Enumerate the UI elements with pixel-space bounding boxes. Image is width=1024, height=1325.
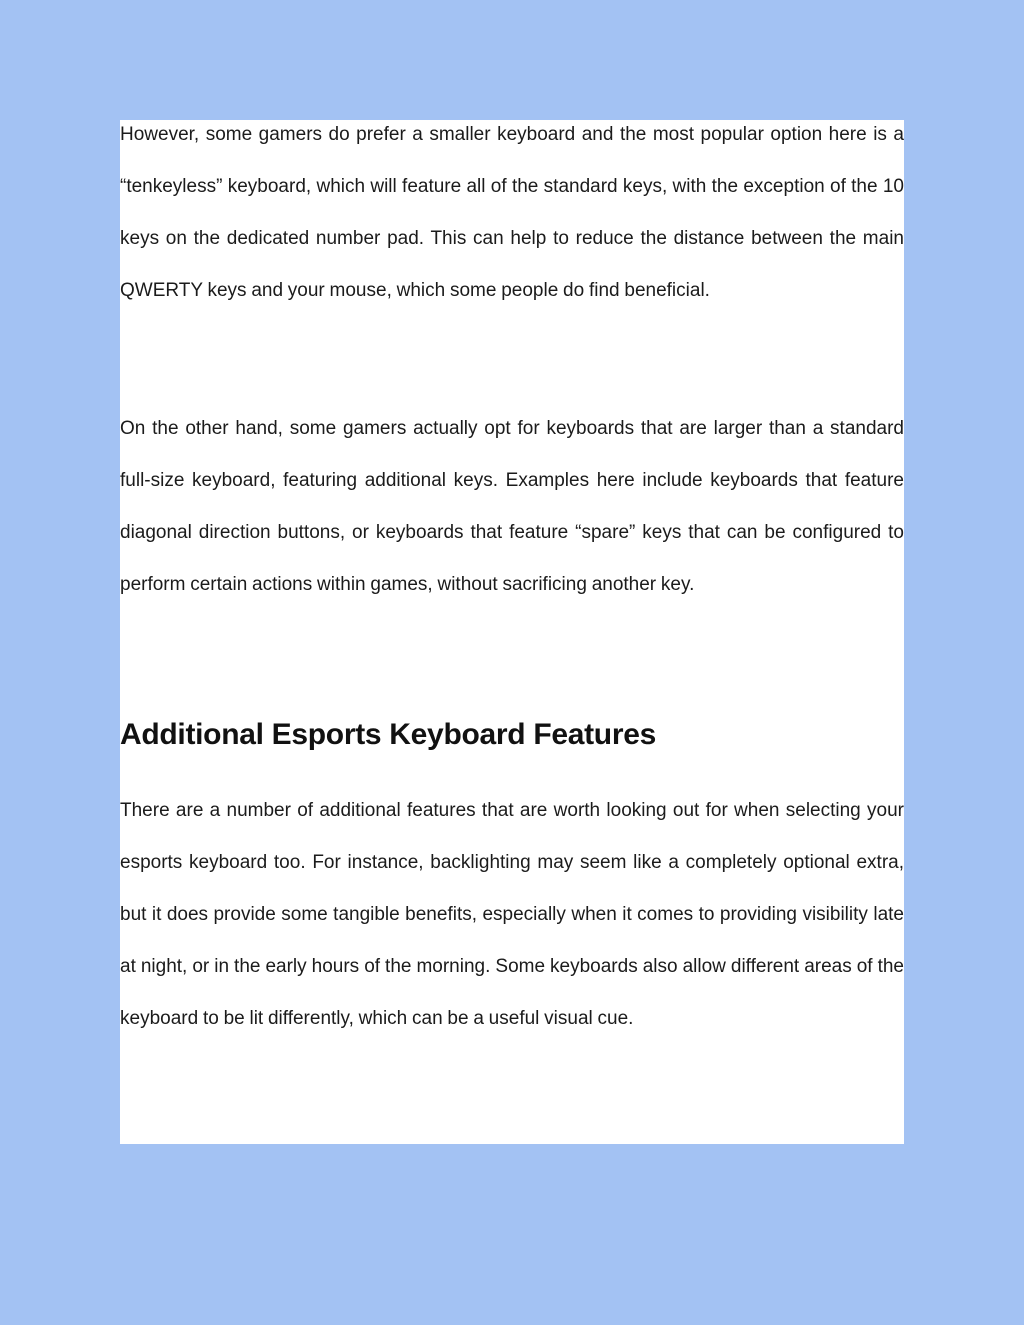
document-page [120, 120, 904, 1144]
paragraph-additional-features: There are a number of additional features that are worth looking out for when selecting your esports keyboard too. For instance, backlighting may seem like a completely optional extra, but it does provide some tangible benefits, especially when it comes to providing visibility late at night, or in the early hours of the morning. Some keyboards also allow different areas of the keyboard to be lit differently, which can be a useful visual cue. [120, 800, 904, 1029]
paragraph-tenkeyless: However, some gamers do prefer a smaller keyboard and the most popular option here is a “tenkeyless” keyboard, which will feature all of the standard keys, with the exception of the 10 keys on the dedicated number pad. This can help to reduce the distance between the main QWERTY keys and your mouse, which some people do find beneficial. [120, 124, 904, 301]
section-heading: Additional Esports Keyboard Features [120, 718, 656, 751]
paragraph-larger-keyboards: On the other hand, some gamers actually opt for keyboards that are larger than a standard full-size keyboard, featuring additional keys. Examples here include keyboards that feature diagonal direction buttons, or keyboards that feature “spare” keys that can be configured to perform certain actions within games, without sacrificing another key. [120, 418, 904, 595]
